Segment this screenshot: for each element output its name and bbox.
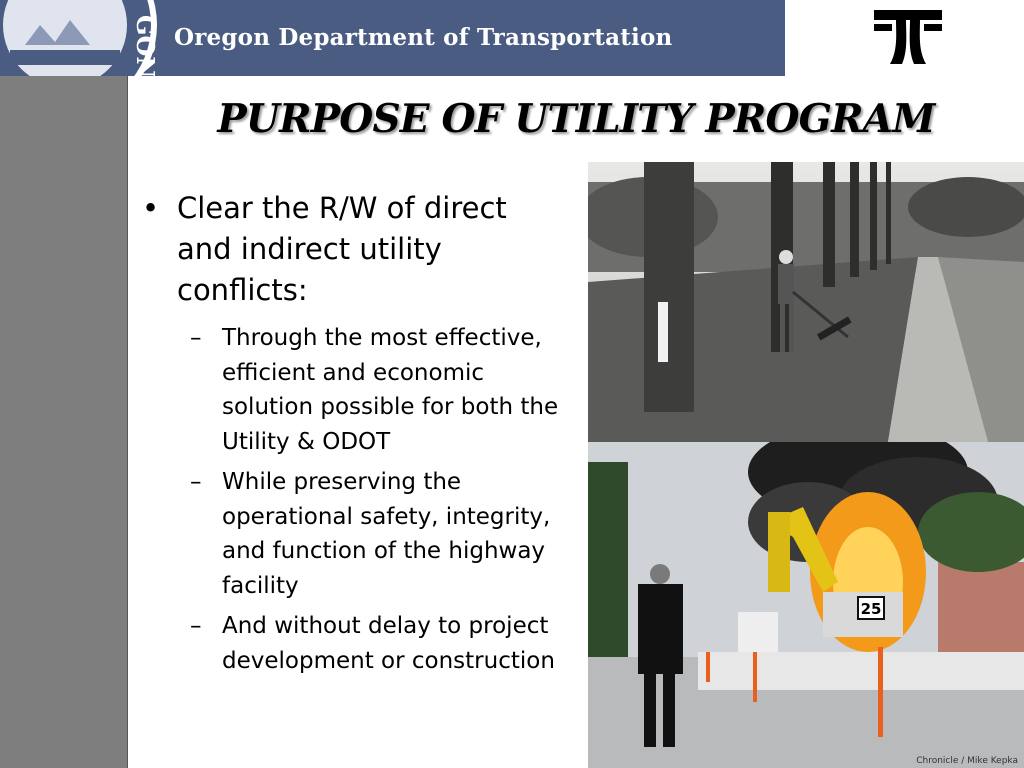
photo-gas-line-fire (588, 442, 1024, 768)
seal-text: GON (131, 15, 160, 79)
agency-name: Oregon Department of Transportation (174, 24, 673, 51)
photo-credit: Chronicle / Mike Kepka (916, 756, 1018, 766)
sub-bullet-marker: – (190, 325, 202, 351)
photo-roadside-poles (588, 162, 1024, 442)
odot-logo-icon (868, 4, 948, 72)
left-sidebar-bar (0, 76, 128, 768)
speed-limit-sign: 25 (860, 600, 882, 618)
header-banner (0, 0, 785, 79)
sub-bullet-text: And without delay to project development or construction (222, 613, 555, 674)
bullet-marker: • (142, 191, 160, 225)
sub-bullet-item (190, 321, 570, 459)
bullet-text: Clear the R/W of direct and indirect utility conflicts: (177, 191, 507, 307)
sub-bullet-item (190, 465, 570, 603)
slide-title: PURPOSE OF UTILITY PROGRAM (217, 96, 935, 142)
bullet-item (140, 188, 570, 311)
sub-bullet-text: While preserving the operational safety, integrity, and function of the highway facility (222, 469, 551, 599)
sub-bullet-item (190, 609, 570, 678)
sub-bullet-marker: – (190, 613, 202, 639)
bullet-list (140, 188, 570, 678)
sub-bullet-text: Through the most effective, efficient and economic solution possible for both the Utility & ODOT (222, 325, 559, 455)
oregon-state-seal (0, 0, 160, 79)
sub-bullet-marker: – (190, 469, 202, 495)
